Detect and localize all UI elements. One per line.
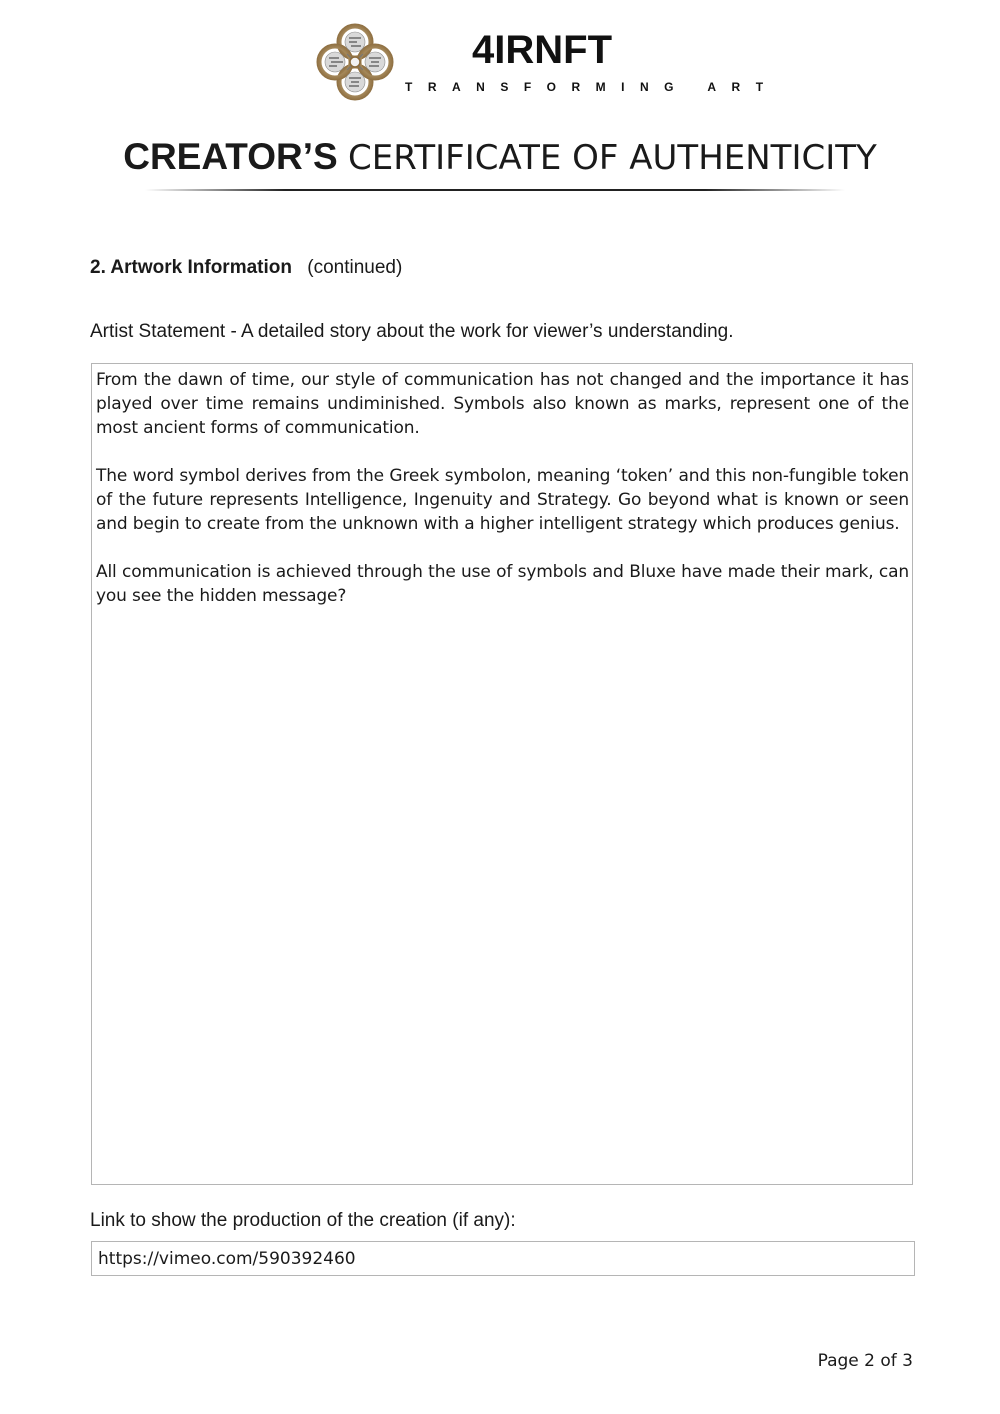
title-bold: CREATOR’S	[123, 136, 338, 177]
certificate-title	[0, 135, 1000, 180]
artist-statement-field[interactable]	[91, 363, 913, 1185]
section-heading	[90, 257, 402, 279]
statement-paragraph: From the dawn of time, our style of communication has not changed and the importance it has played over time remains undiminished. Symbols also known as marks, represent one of the most ancient forms of communication.	[96, 370, 909, 438]
title-rest: CERTIFICATE OF AUTHENTICITY	[347, 138, 877, 178]
logo-icon	[315, 22, 395, 102]
production-link-label: Link to show the production of the creation (if any):	[90, 1210, 516, 1231]
section-title: 2. Artwork Information	[90, 257, 292, 278]
statement-paragraph: All communication is achieved through the use of symbols and Bluxe have made their mark, can you see the hidden message?	[96, 562, 909, 606]
section-continued: (continued)	[307, 257, 403, 278]
page-number: Page 2 of 3	[817, 1351, 913, 1371]
title-divider	[145, 189, 845, 191]
artist-statement-label: Artist Statement - A detailed story about the work for viewer’s understanding.	[90, 321, 734, 342]
statement-paragraph: The word symbol derives from the Greek symbolon, meaning ‘token’ and this non-fungible token of the future represents Intelligence, Ingenuity and Strategy. Go beyond what is known or seen and begin to create from the unknown with a higher intelligent strategy which produces genius.	[96, 466, 909, 534]
production-link-field[interactable]: https://vimeo.com/590392460	[91, 1241, 915, 1276]
logo-wordmark: 4IRNFT	[472, 28, 612, 72]
logo-tagline: TRANSFORMING ART	[405, 80, 779, 94]
